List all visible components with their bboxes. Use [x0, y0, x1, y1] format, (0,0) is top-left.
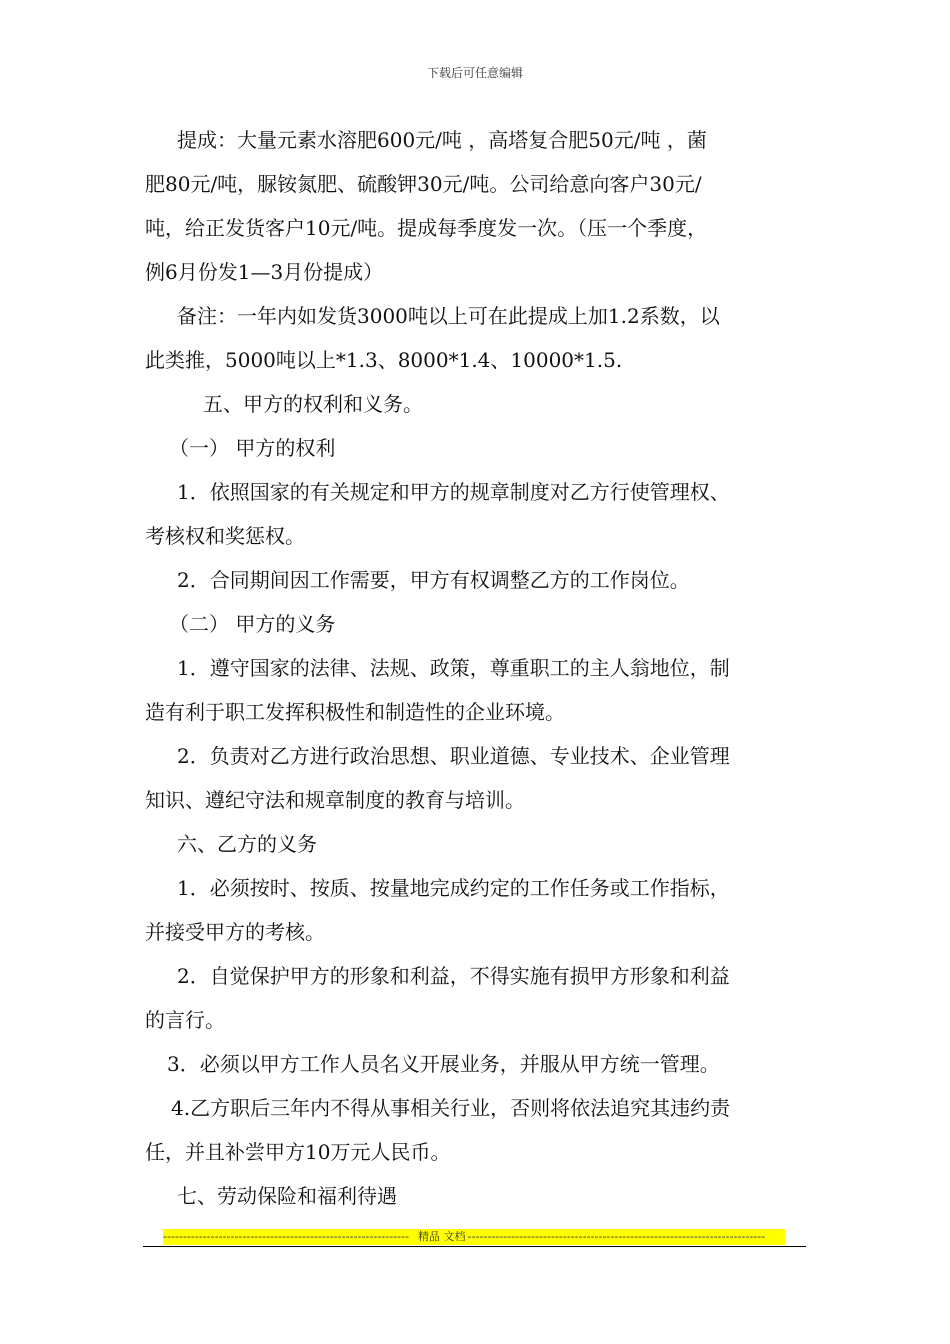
section-heading-5: 五、甲方的权利和义务。	[203, 392, 423, 416]
text-line: 1．必须按时、按质、按量地完成约定的工作任务或工作指标，	[177, 876, 730, 900]
text-line: 4.乙方职后三年内不得从事相关行业，否则将依法追究其违约责	[171, 1096, 731, 1120]
text-line: 任，并且补尝甲方10万元人民币。	[145, 1140, 451, 1164]
section-heading-7: 七、劳动保险和福利待遇	[177, 1184, 397, 1208]
text-line: 知识、遵纪守法和规章制度的教育与培训。	[145, 788, 525, 812]
text-line: 考核权和奖惩权。	[145, 524, 305, 548]
text-line: 吨，给正发货客户10元/吨。提成每季度发一次。（压一个季度，	[145, 216, 708, 240]
text-line: 2．负责对乙方进行政治思想、职业道德、专业技术、企业管理	[177, 744, 730, 768]
text-line: 并接受甲方的考核。	[145, 920, 325, 944]
text-line: 备注：一年内如发货3000吨以上可在此提成上加1.2系数，以	[177, 304, 720, 328]
text-line: 造有利于职工发挥积极性和制造性的企业环境。	[145, 700, 565, 724]
document-body	[145, 118, 795, 1218]
text-line: 1．依照国家的有关规定和甲方的规章制度对乙方行使管理权、	[177, 480, 730, 504]
paragraph-right-2: 2．合同期间因工作需要，甲方有权调整乙方的工作岗位。	[177, 568, 690, 592]
paragraph-remark	[145, 294, 795, 382]
text-line: 2．自觉保护甲方的形象和利益，不得实施有损甲方形象和利益	[177, 964, 730, 988]
paragraph-duty-1	[145, 646, 795, 734]
paragraph-obligation-1	[145, 866, 795, 954]
footer-dashes-right: ---------------------------------------------------------------------------	[467, 1230, 766, 1243]
paragraph-obligation-3: 3．必须以甲方工作人员名义开展业务，并服从甲方统一管理。	[167, 1052, 720, 1076]
subsection-heading-duties: （二） 甲方的义务	[169, 612, 336, 636]
paragraph-obligation-4	[145, 1086, 795, 1174]
footer-banner	[163, 1229, 785, 1245]
footer-dashes-left: --------------------------------------------------------------	[163, 1230, 410, 1243]
paragraph-right-1	[145, 470, 795, 558]
text-line: 肥80元/吨，脲铵氮肥、硫酸钾30元/吨。公司给意向客户30元/	[145, 172, 702, 196]
text-line: 此类推，5000吨以上*1.3、8000*1.4、10000*1.5.	[145, 348, 623, 372]
text-line: 提成：大量元素水溶肥600元/吨 ，高塔复合肥50元/吨 ，菌	[177, 128, 707, 152]
text-line: 例6月份发1—3月份提成）	[145, 260, 384, 284]
subsection-heading-rights: （一） 甲方的权利	[169, 436, 336, 460]
page-header: 下载后可任意编辑	[426, 66, 523, 80]
text-line: 的言行。	[145, 1008, 225, 1032]
paragraph-obligation-2	[145, 954, 795, 1042]
footer-label: 精品 文档	[418, 1230, 466, 1243]
footer-divider	[143, 1246, 806, 1247]
text-line: 1．遵守国家的法律、法规、政策，尊重职工的主人翁地位，制	[177, 656, 730, 680]
paragraph-commission	[145, 118, 795, 294]
section-heading-6: 六、乙方的义务	[177, 832, 317, 856]
paragraph-duty-2	[145, 734, 795, 822]
